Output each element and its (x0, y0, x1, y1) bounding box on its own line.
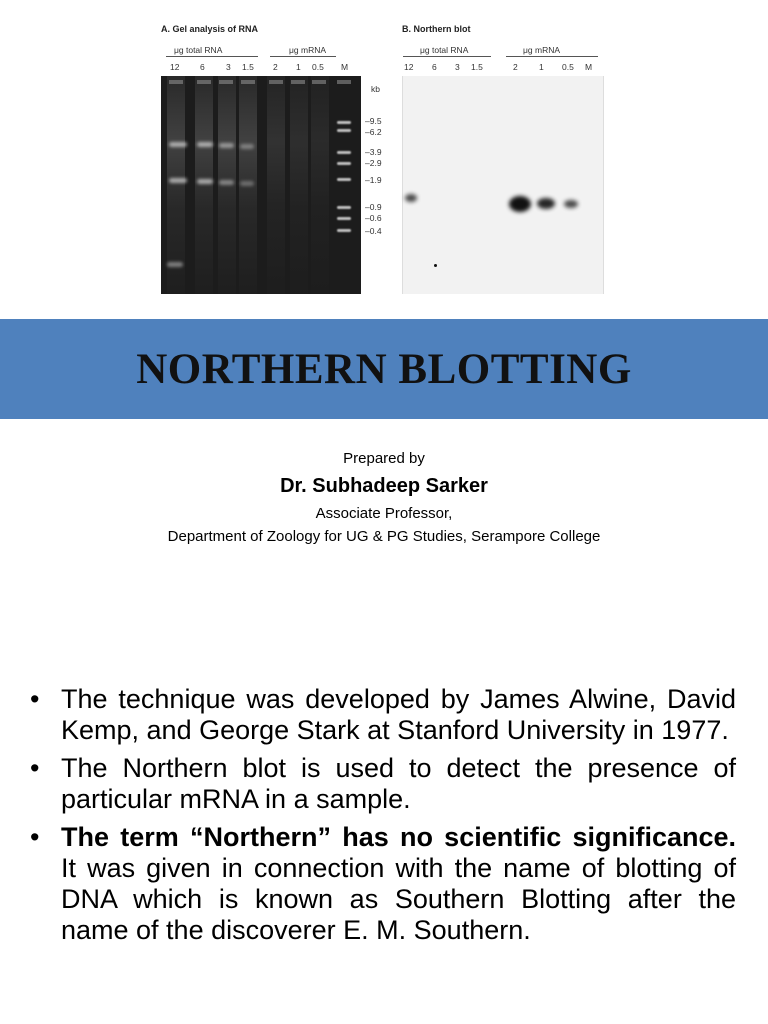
bullet-item (30, 684, 736, 746)
bullet-item (30, 822, 736, 946)
marker-band (337, 121, 351, 124)
kb-marker-value: 2.9 (369, 158, 382, 168)
rna-band (169, 142, 187, 147)
lane-a-label: 3 (226, 62, 231, 72)
lane-b-label: M (585, 62, 593, 72)
kb-marker: –1.9 (365, 175, 382, 185)
gel-well (291, 80, 305, 84)
lane-b-label: 3 (455, 62, 460, 72)
panel-b-group-total: μg total RNA (420, 45, 469, 55)
panel-b-group-mrna: μg mRNA (523, 45, 561, 55)
lane-b-label: 2 (513, 62, 518, 72)
kb-marker-value: 0.4 (369, 226, 382, 236)
bullet-text: The Northern blot is used to detect the presence of particular mRNA in a sample. (61, 753, 736, 814)
rna-band (197, 142, 213, 147)
panel-b-group-total-line (403, 56, 491, 57)
bullet-text: It was given in connection with the name of blotting of DNA which is known as Southern Blotting after the name of the discoverer E. M. Southern. (61, 853, 736, 945)
rna-band (219, 180, 234, 185)
blot-band (564, 200, 578, 208)
bullet-item (30, 753, 736, 815)
lane-a-label: M (341, 62, 349, 72)
lane-a-label: 0.5 (312, 62, 324, 72)
panel-a-group-total: μg total RNA (174, 45, 223, 55)
gel-lane (218, 76, 236, 294)
kb-marker: –6.2 (365, 127, 382, 137)
lane-b-label: 6 (432, 62, 437, 72)
bullet-dot-icon: • (30, 822, 40, 852)
bullet-text: The technique was developed by James Alwine, David Kemp, and George Stark at Stanford University in 1977. (61, 684, 736, 745)
kb-marker-value: 0.9 (369, 202, 382, 212)
kb-marker-value: 3.9 (369, 147, 382, 157)
lane-b-label: 0.5 (562, 62, 574, 72)
blot-band (537, 198, 555, 209)
rna-band (240, 181, 254, 186)
lane-b-label: 1 (539, 62, 544, 72)
kb-marker-value: 0.6 (369, 213, 382, 223)
blot-band (405, 194, 417, 202)
gel-lane (290, 76, 308, 294)
kb-marker: –0.9 (365, 202, 382, 212)
gel-lane (267, 76, 285, 294)
gel-well (312, 80, 326, 84)
bullet-dot-icon: • (30, 684, 40, 714)
rna-band (169, 178, 187, 183)
gel-lane (311, 76, 329, 294)
kb-marker-value: 9.5 (369, 116, 382, 126)
lane-a-label: 1.5 (242, 62, 254, 72)
panel-a-title: A. Gel analysis of RNA (161, 24, 259, 34)
panel-b-title: B. Northern blot (402, 24, 471, 34)
bullet-dot-icon: • (30, 753, 40, 783)
kb-label: kb (371, 84, 380, 94)
panel-a-group-mrna-line (270, 56, 336, 57)
panel-a-group-total-line (166, 56, 258, 57)
kb-marker: –3.9 (365, 147, 382, 157)
gel-well (337, 80, 351, 84)
panel-b-group-mrna-line (506, 56, 598, 57)
kb-marker: –9.5 (365, 116, 382, 126)
blot-band (509, 196, 531, 212)
panel-a-group-mrna: μg mRNA (289, 45, 327, 55)
marker-band (337, 178, 351, 181)
marker-band (337, 129, 351, 132)
author-department: Department of Zoology for UG & PG Studies, Serampore College (167, 528, 601, 545)
gel-image (161, 76, 361, 294)
rna-band (240, 144, 254, 149)
author-position: Associate Professor, (315, 505, 453, 522)
lane-b-label: 12 (404, 62, 414, 72)
gel-well (269, 80, 283, 84)
slide-title: NORTHERN BLOTTING (136, 345, 632, 393)
rna-band (167, 262, 183, 267)
kb-marker: –0.6 (365, 213, 382, 223)
title-band (0, 319, 768, 419)
bullet-text-bold: The term “Northern” has no scientific significance. (61, 822, 736, 852)
lane-b-label: 1.5 (471, 62, 483, 72)
prepared-by: Prepared by (343, 450, 425, 467)
kb-marker-value: 1.9 (369, 175, 382, 185)
gel-well (241, 80, 255, 84)
marker-band (337, 162, 351, 165)
rna-band (197, 179, 213, 184)
gel-well (197, 80, 211, 84)
lane-a-label: 6 (200, 62, 205, 72)
marker-band (337, 217, 351, 220)
gel-well (219, 80, 233, 84)
kb-marker-value: 6.2 (369, 127, 382, 137)
blot-speck (434, 264, 437, 267)
lane-a-label: 2 (273, 62, 278, 72)
blot-image (402, 76, 604, 294)
gel-lane (195, 76, 213, 294)
kb-marker: –0.4 (365, 226, 382, 236)
marker-band (337, 206, 351, 209)
rna-band (219, 143, 234, 148)
marker-band (337, 229, 351, 232)
lane-a-label: 1 (296, 62, 301, 72)
bullet-list (30, 684, 736, 953)
lane-a-label: 12 (170, 62, 180, 72)
marker-band (337, 151, 351, 154)
gel-well (169, 80, 183, 84)
kb-marker: –2.9 (365, 158, 382, 168)
author-name: Dr. Subhadeep Sarker (280, 475, 488, 497)
